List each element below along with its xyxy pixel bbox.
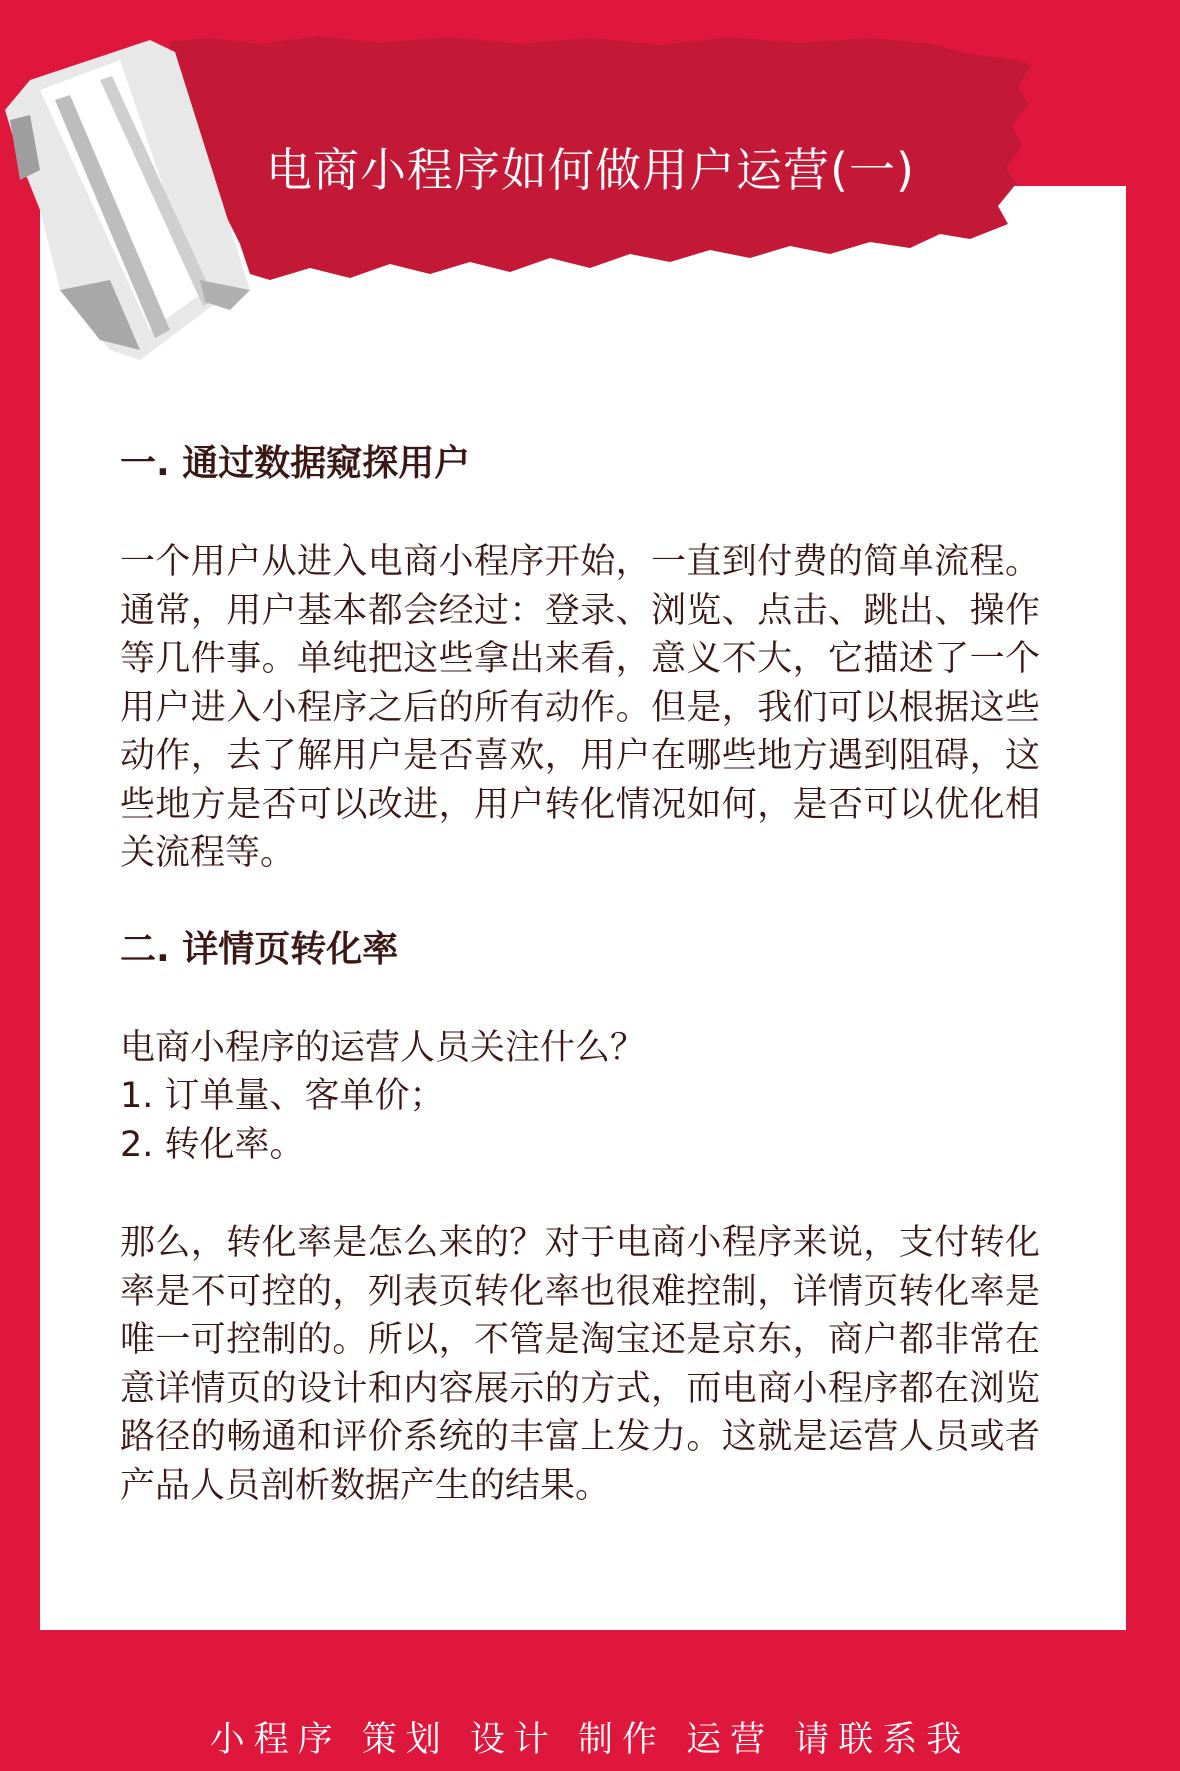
- list-item: 1. 订单量、客单价；: [120, 1076, 445, 1116]
- title-banner: [170, 34, 1035, 282]
- section1-heading: 一. 通过数据窥探用户: [120, 443, 471, 484]
- section2-question: 电商小程序的运营人员关注什么？: [120, 1027, 646, 1068]
- footer-contact-text: 小程序 策划 设计 制作 运营 请联系我: [209, 1720, 971, 1760]
- tape-decoration: [0, 40, 280, 370]
- article-content: [120, 440, 1040, 1510]
- section1-paragraph: 一个用户从进入电商小程序开始，一直到付费的简单流程。通常，用户基本都会经过：登录、浏览、点击、跳出、操作等几件事。单纯把这些拿出来看，意义不大，它描述了一个用户进入小程序之后的所有动作。但是，我们可以根据这些动作，去了解用户是否喜欢，用户在哪些地方遇到阻碍，这些地方是否可以改进，用户转化情况如何，是否可以优化相关流程等。: [120, 542, 1040, 873]
- section2-heading: 二. 详情页转化率: [120, 928, 399, 970]
- section2-paragraph: 那么，转化率是怎么来的？对于电商小程序来说，支付转化率是不可控的，列表页转化率也很难控制，详情页转化率是唯一可控制的。所以，不管是淘宝还是京东，商户都非常在意详情页的设计和内容展示的方式，而电商小程序都在浏览路径的畅通和评价系统的丰富上发力。这就是运营人员或者产品人员剖析数据产生的结果。: [120, 1223, 1040, 1506]
- page-title: 电商小程序如何做用户运营(一): [266, 143, 915, 197]
- list-item: 2. 转化率。: [120, 1124, 305, 1165]
- section2-question-block: [120, 1024, 1040, 1170]
